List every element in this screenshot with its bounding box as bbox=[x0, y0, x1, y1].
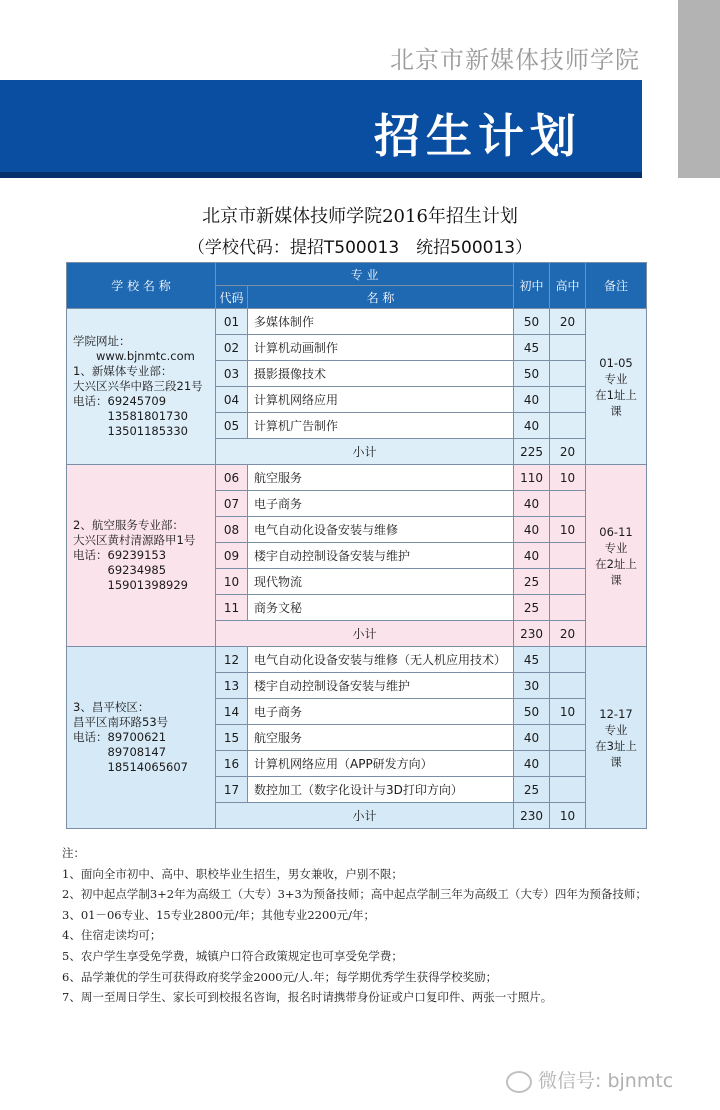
major-code: 09 bbox=[216, 543, 248, 569]
junior-quota: 30 bbox=[514, 673, 550, 699]
table-row bbox=[67, 309, 647, 335]
major-name: 电子商务 bbox=[248, 699, 514, 725]
campus-info-line: 大兴区黄村清源路甲1号 bbox=[73, 533, 196, 547]
senior-quota bbox=[550, 569, 586, 595]
subtotal-label: 小计 bbox=[216, 621, 514, 647]
header-junior: 初中 bbox=[514, 263, 550, 309]
remark-line: 01-05 bbox=[599, 355, 633, 370]
major-name: 计算机网络应用（APP研发方向） bbox=[248, 751, 514, 777]
senior-quota bbox=[550, 413, 586, 439]
campus-info-line: 1、新媒体专业部： bbox=[73, 364, 173, 378]
campus-info-line: 13581801730 bbox=[73, 409, 188, 423]
senior-quota bbox=[550, 543, 586, 569]
campus-info-line: 69234985 bbox=[73, 563, 167, 577]
subtotal-senior: 20 bbox=[550, 621, 586, 647]
note-item: 1、面向全市初中、高中、职校毕业生招生，男女兼收，户别不限； bbox=[62, 866, 403, 881]
header-name: 名 称 bbox=[248, 286, 514, 309]
subtotal-junior: 225 bbox=[514, 439, 550, 465]
campus-info-line: 大兴区兴华中路三段21号 bbox=[73, 379, 203, 393]
subtotal-label: 小计 bbox=[216, 439, 514, 465]
major-code: 06 bbox=[216, 465, 248, 491]
senior-quota bbox=[550, 725, 586, 751]
school-name: 北京市新媒体技师学院 bbox=[390, 46, 640, 74]
major-code: 16 bbox=[216, 751, 248, 777]
major-name: 航空服务 bbox=[248, 465, 514, 491]
junior-quota: 50 bbox=[514, 309, 550, 335]
major-code: 13 bbox=[216, 673, 248, 699]
wechat-icon bbox=[506, 1071, 532, 1093]
senior-quota: 10 bbox=[550, 517, 586, 543]
senior-quota bbox=[550, 595, 586, 621]
major-name: 电气自动化设备安装与维修 bbox=[248, 517, 514, 543]
campus-info-line: www.bjnmtc.com bbox=[73, 349, 195, 363]
major-code: 12 bbox=[216, 647, 248, 673]
junior-quota: 110 bbox=[514, 465, 550, 491]
junior-quota: 25 bbox=[514, 595, 550, 621]
senior-quota bbox=[550, 673, 586, 699]
junior-quota: 40 bbox=[514, 751, 550, 777]
note-item: 3、01－06专业、15专业2800元/年；其他专业2200元/年； bbox=[62, 907, 375, 922]
campus-info-line: 电话：69239153 bbox=[73, 548, 167, 562]
campus-info-line: 13501185330 bbox=[73, 424, 188, 438]
major-code: 17 bbox=[216, 777, 248, 803]
banner-underline bbox=[0, 172, 642, 178]
major-name: 计算机广告制作 bbox=[248, 413, 514, 439]
note-item: 2、初中起点学制3+2年为高级工（大专）3+3为预备技师；高中起点学制三年为高级工（大专）四年为预备技师； bbox=[62, 887, 647, 902]
major-code: 01 bbox=[216, 309, 248, 335]
major-name: 航空服务 bbox=[248, 725, 514, 751]
remark-line: 专业 bbox=[604, 722, 628, 737]
junior-quota: 25 bbox=[514, 777, 550, 803]
side-strip bbox=[678, 0, 720, 178]
major-code: 15 bbox=[216, 725, 248, 751]
major-code: 05 bbox=[216, 413, 248, 439]
senior-quota: 20 bbox=[550, 309, 586, 335]
major-name: 电气自动化设备安装与维修（无人机应用技术） bbox=[248, 647, 514, 673]
senior-quota bbox=[550, 361, 586, 387]
major-code: 04 bbox=[216, 387, 248, 413]
remark-line: 在1址上 bbox=[595, 387, 637, 402]
junior-quota: 40 bbox=[514, 387, 550, 413]
senior-quota bbox=[550, 491, 586, 517]
campus-info-line: 15901398929 bbox=[73, 578, 188, 592]
table-row bbox=[67, 465, 647, 491]
campus-info bbox=[67, 465, 216, 647]
campus-info bbox=[67, 309, 216, 465]
notes-section bbox=[62, 843, 702, 1008]
remark-line: 课 bbox=[610, 572, 622, 587]
senior-quota: 10 bbox=[550, 465, 586, 491]
major-name: 摄影摄像技术 bbox=[248, 361, 514, 387]
header-school: 学 校 名 称 bbox=[67, 263, 216, 309]
junior-quota: 25 bbox=[514, 569, 550, 595]
remark-line: 在2址上 bbox=[595, 556, 637, 571]
major-name: 计算机网络应用 bbox=[248, 387, 514, 413]
header-remark: 备注 bbox=[586, 263, 647, 309]
subtotal-junior: 230 bbox=[514, 621, 550, 647]
subtotal-senior: 10 bbox=[550, 803, 586, 829]
remark-cell bbox=[586, 309, 647, 465]
table-row bbox=[67, 647, 647, 673]
campus-info-line: 89708147 bbox=[73, 745, 167, 759]
major-code: 08 bbox=[216, 517, 248, 543]
header-senior: 高中 bbox=[550, 263, 586, 309]
major-name: 电子商务 bbox=[248, 491, 514, 517]
senior-quota bbox=[550, 751, 586, 777]
title-banner bbox=[0, 80, 642, 178]
major-name: 楼宇自动控制设备安装与维护 bbox=[248, 543, 514, 569]
junior-quota: 40 bbox=[514, 491, 550, 517]
major-code: 03 bbox=[216, 361, 248, 387]
notes-heading: 注： bbox=[62, 846, 85, 860]
campus-info-line: 3、昌平校区： bbox=[73, 700, 150, 714]
major-name: 计算机动画制作 bbox=[248, 335, 514, 361]
header-code: 代码 bbox=[216, 286, 248, 309]
campus-info-line: 18514065607 bbox=[73, 760, 188, 774]
subtotal-junior: 230 bbox=[514, 803, 550, 829]
document-title: 北京市新媒体技师学院2016年招生计划 bbox=[202, 206, 518, 227]
subtotal-senior: 20 bbox=[550, 439, 586, 465]
major-code: 07 bbox=[216, 491, 248, 517]
junior-quota: 40 bbox=[514, 543, 550, 569]
remark-line: 专业 bbox=[604, 371, 628, 386]
junior-quota: 50 bbox=[514, 361, 550, 387]
campus-info bbox=[67, 647, 216, 829]
senior-quota bbox=[550, 335, 586, 361]
remark-line: 在3址上 bbox=[595, 738, 637, 753]
junior-quota: 40 bbox=[514, 725, 550, 751]
major-code: 02 bbox=[216, 335, 248, 361]
note-item: 6、品学兼优的学生可获得政府奖学金2000元/人.年；每学期优秀学生获得学校奖励； bbox=[62, 969, 498, 984]
major-name: 现代物流 bbox=[248, 569, 514, 595]
note-item: 7、周一至周日学生、家长可到校报名咨询，报名时请携带身份证或户口复印件、两张一寸照片。 bbox=[62, 990, 553, 1005]
campus-info-line: 2、航空服务专业部： bbox=[73, 518, 184, 532]
remark-line: 课 bbox=[610, 754, 622, 769]
remark-line: 课 bbox=[610, 403, 622, 418]
junior-quota: 45 bbox=[514, 335, 550, 361]
document-subtitle: （学校代码：提招T500013 统招500013） bbox=[187, 238, 533, 258]
major-code: 10 bbox=[216, 569, 248, 595]
school-header bbox=[0, 0, 720, 80]
remark-cell bbox=[586, 647, 647, 829]
subtotal-label: 小计 bbox=[216, 803, 514, 829]
wechat-watermark bbox=[506, 1066, 673, 1093]
junior-quota: 40 bbox=[514, 413, 550, 439]
major-code: 11 bbox=[216, 595, 248, 621]
enrollment-plan-table bbox=[66, 262, 647, 829]
remark-line: 12-17 bbox=[599, 706, 633, 721]
senior-quota: 10 bbox=[550, 699, 586, 725]
junior-quota: 45 bbox=[514, 647, 550, 673]
header-major: 专 业 bbox=[216, 263, 514, 286]
campus-info-line: 电话：69245709 bbox=[73, 394, 167, 408]
table-body bbox=[67, 309, 647, 829]
major-name: 数控加工（数字化设计与3D打印方向） bbox=[248, 777, 514, 803]
note-item: 4、住宿走读均可； bbox=[62, 928, 162, 943]
major-name: 多媒体制作 bbox=[248, 309, 514, 335]
banner-title: 招生计划 bbox=[374, 109, 582, 163]
major-code: 14 bbox=[216, 699, 248, 725]
major-name: 楼宇自动控制设备安装与维护 bbox=[248, 673, 514, 699]
junior-quota: 40 bbox=[514, 517, 550, 543]
campus-info-line: 学院网址： bbox=[73, 334, 131, 348]
campus-info-line: 昌平区南环路53号 bbox=[73, 715, 169, 729]
remark-cell bbox=[586, 465, 647, 647]
watermark-text: 微信号: bjnmtc bbox=[538, 1070, 674, 1092]
remark-line: 专业 bbox=[604, 540, 628, 555]
remark-line: 06-11 bbox=[599, 524, 633, 539]
campus-info-line: 电话：89700621 bbox=[73, 730, 167, 744]
senior-quota bbox=[550, 387, 586, 413]
senior-quota bbox=[550, 777, 586, 803]
junior-quota: 50 bbox=[514, 699, 550, 725]
senior-quota bbox=[550, 647, 586, 673]
major-name: 商务文秘 bbox=[248, 595, 514, 621]
note-item: 5、农户学生享受免学费，城镇户口符合政策规定也可享受免学费； bbox=[62, 948, 403, 963]
